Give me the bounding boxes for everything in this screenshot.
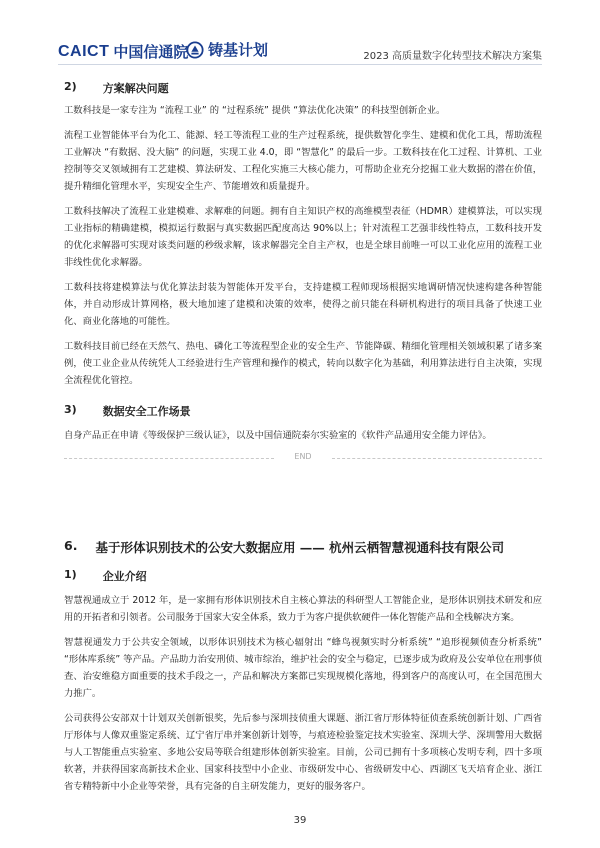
paragraph: 自身产品正在申请《等级保护三级认证》，以及中国信通院泰尔实验室的《软件产品通用安全能力评估》。 [64, 430, 492, 441]
paragraph: 公司获得公安部双十计划双关创新银奖，先后参与深圳技侦重大课题、浙江省厅形体特征侦查系统创新计划、广西省厅形体与人像双重鉴定系统、辽宁省厅串并案创新计划等，与痕迹检验鉴定技术实验室、深圳大学、深圳警用大数据与人工智能重点实验室、多地公安局等联合组建形体创新实验室。目前，公司已拥有十多项核心发明专利，四十多项软著，并获得国家高新技术企业、国家科技型中小企业、市级研发中心、省级研发中心、西湖区飞天培育企业、浙江省专精特新中小企业等荣誉，具有完备的自主研发能力，更好的服务客户。 [64, 713, 542, 792]
section-heading-2 [64, 80, 542, 96]
paragraph: 智慧视通成立于 2012 年，是一家拥有形体识别技术自主核心算法的科研型人工智能企业，是形体识别技术研发和应用的开拓者和引领者。公司服务于国家大安全体系，致力于为客户提供软硬件一体化智能产品和全栈解决方案。 [64, 595, 542, 623]
section-title: 方案解决问题 [102, 82, 169, 95]
zhuji-emblem-icon [186, 41, 204, 59]
zhuji-logo-text: 铸基计划 [208, 41, 269, 59]
section-number: 2) [64, 80, 77, 93]
section-number: 1) [64, 568, 77, 581]
end-divider-right [332, 458, 542, 459]
paragraph: 工数科技是一家专注为 “流程工业” 的 “过程系统” 提供 “算法优化决策” 的科技型创新企业。 [64, 105, 446, 116]
caict-logo-mark: CAICT [58, 42, 110, 60]
end-label: END [294, 452, 312, 461]
page-header [0, 0, 600, 70]
caict-logo [58, 41, 188, 62]
paragraph: 工数科技将建模算法与优化算法封装为智能体开发平台，支持建模工程师现场根据实地调研情况快速构建各种智能体，并自动形成计算网格，极大地加速了建模和决策的效率，使得之前只能在科研机构进行的项目具备了快速工业化、商业化落地的可能性。 [64, 282, 542, 327]
section-title: 基于形体识别技术的公安大数据应用 —— 杭州云栖智慧视通科技有限公司 [95, 540, 505, 555]
section-title: 数据安全工作场景 [102, 405, 191, 418]
page-number: 39 [293, 815, 307, 826]
paragraph: 工数科技目前已经在天然气、热电、磷化工等流程型企业的安全生产、节能降碳、精细化管理相关领域积累了诸多案例，使工业企业从传统凭人工经验进行生产管理和操作的模式，转向以数字化为基础，利用算法进行自主决策，实现全流程优化管控。 [64, 341, 542, 386]
main-content [64, 80, 542, 444]
zhuji-logo [186, 39, 268, 60]
section-heading-6-1 [64, 568, 542, 584]
section-number: 6. [64, 538, 78, 553]
paragraph: 流程工业智能体平台为化工、能源、轻工等流程工业的生产过程系统，提供数智化孪生、建模和优化工具，帮助流程工业解决 “有数据、没大脑” 的问题，实现工业 4.0，即 “智慧化” 的最后一步。工数科技在化工过程、计算机、工业控制等交叉领域拥有工艺建模、算法研发、工程化实施三大核心能力，可帮助企业充分挖掘工业大数据的潜在价值，提升精细化管理水平，实现安全生产、节能增效和质量提升。 [64, 130, 542, 192]
section-6-heading [64, 538, 504, 556]
section-number: 3) [64, 403, 77, 416]
section-heading-3 [64, 403, 542, 419]
paragraph: 工数科技解决了流程工业建模难、求解难的问题。拥有自主知识产权的高维模型表征（HDMR）建模算法，可以实现工业指标的精确建模，模拟运行数据与真实数据匹配度高达 90%以上；针对流程工艺强非线性特点，工数科技开发的优化求解器可实现对该类问题的秒级求解，该求解器完全自主产权，也是全球目前唯一可以工业化应用的流程工业非线性优化求解器。 [64, 206, 542, 268]
header-divider [58, 64, 542, 65]
section-title: 企业介绍 [102, 570, 147, 583]
section-6-content [64, 568, 542, 795]
paragraph: 智慧视通发力于公共安全领域，以形体识别技术为核心辐射出 “蜂鸟视频实时分析系统” “追形视频侦查分析系统” “形体库系统” 等产品。产品助力治安刑侦、城市综治，维护社会的安全与稳定，已逐步成为政府及公安单位在刑事侦查、治安维稳方面重要的技术手段之一，产品和解决方案都已实现规模化落地，得到客户的高度认可，在全国范围大力推广。 [64, 637, 542, 699]
document-title: 2023 高质量数字化转型技术解决方案集 [363, 51, 542, 62]
caict-logo-text: 中国信通院 [113, 43, 189, 61]
end-marker [64, 452, 542, 464]
